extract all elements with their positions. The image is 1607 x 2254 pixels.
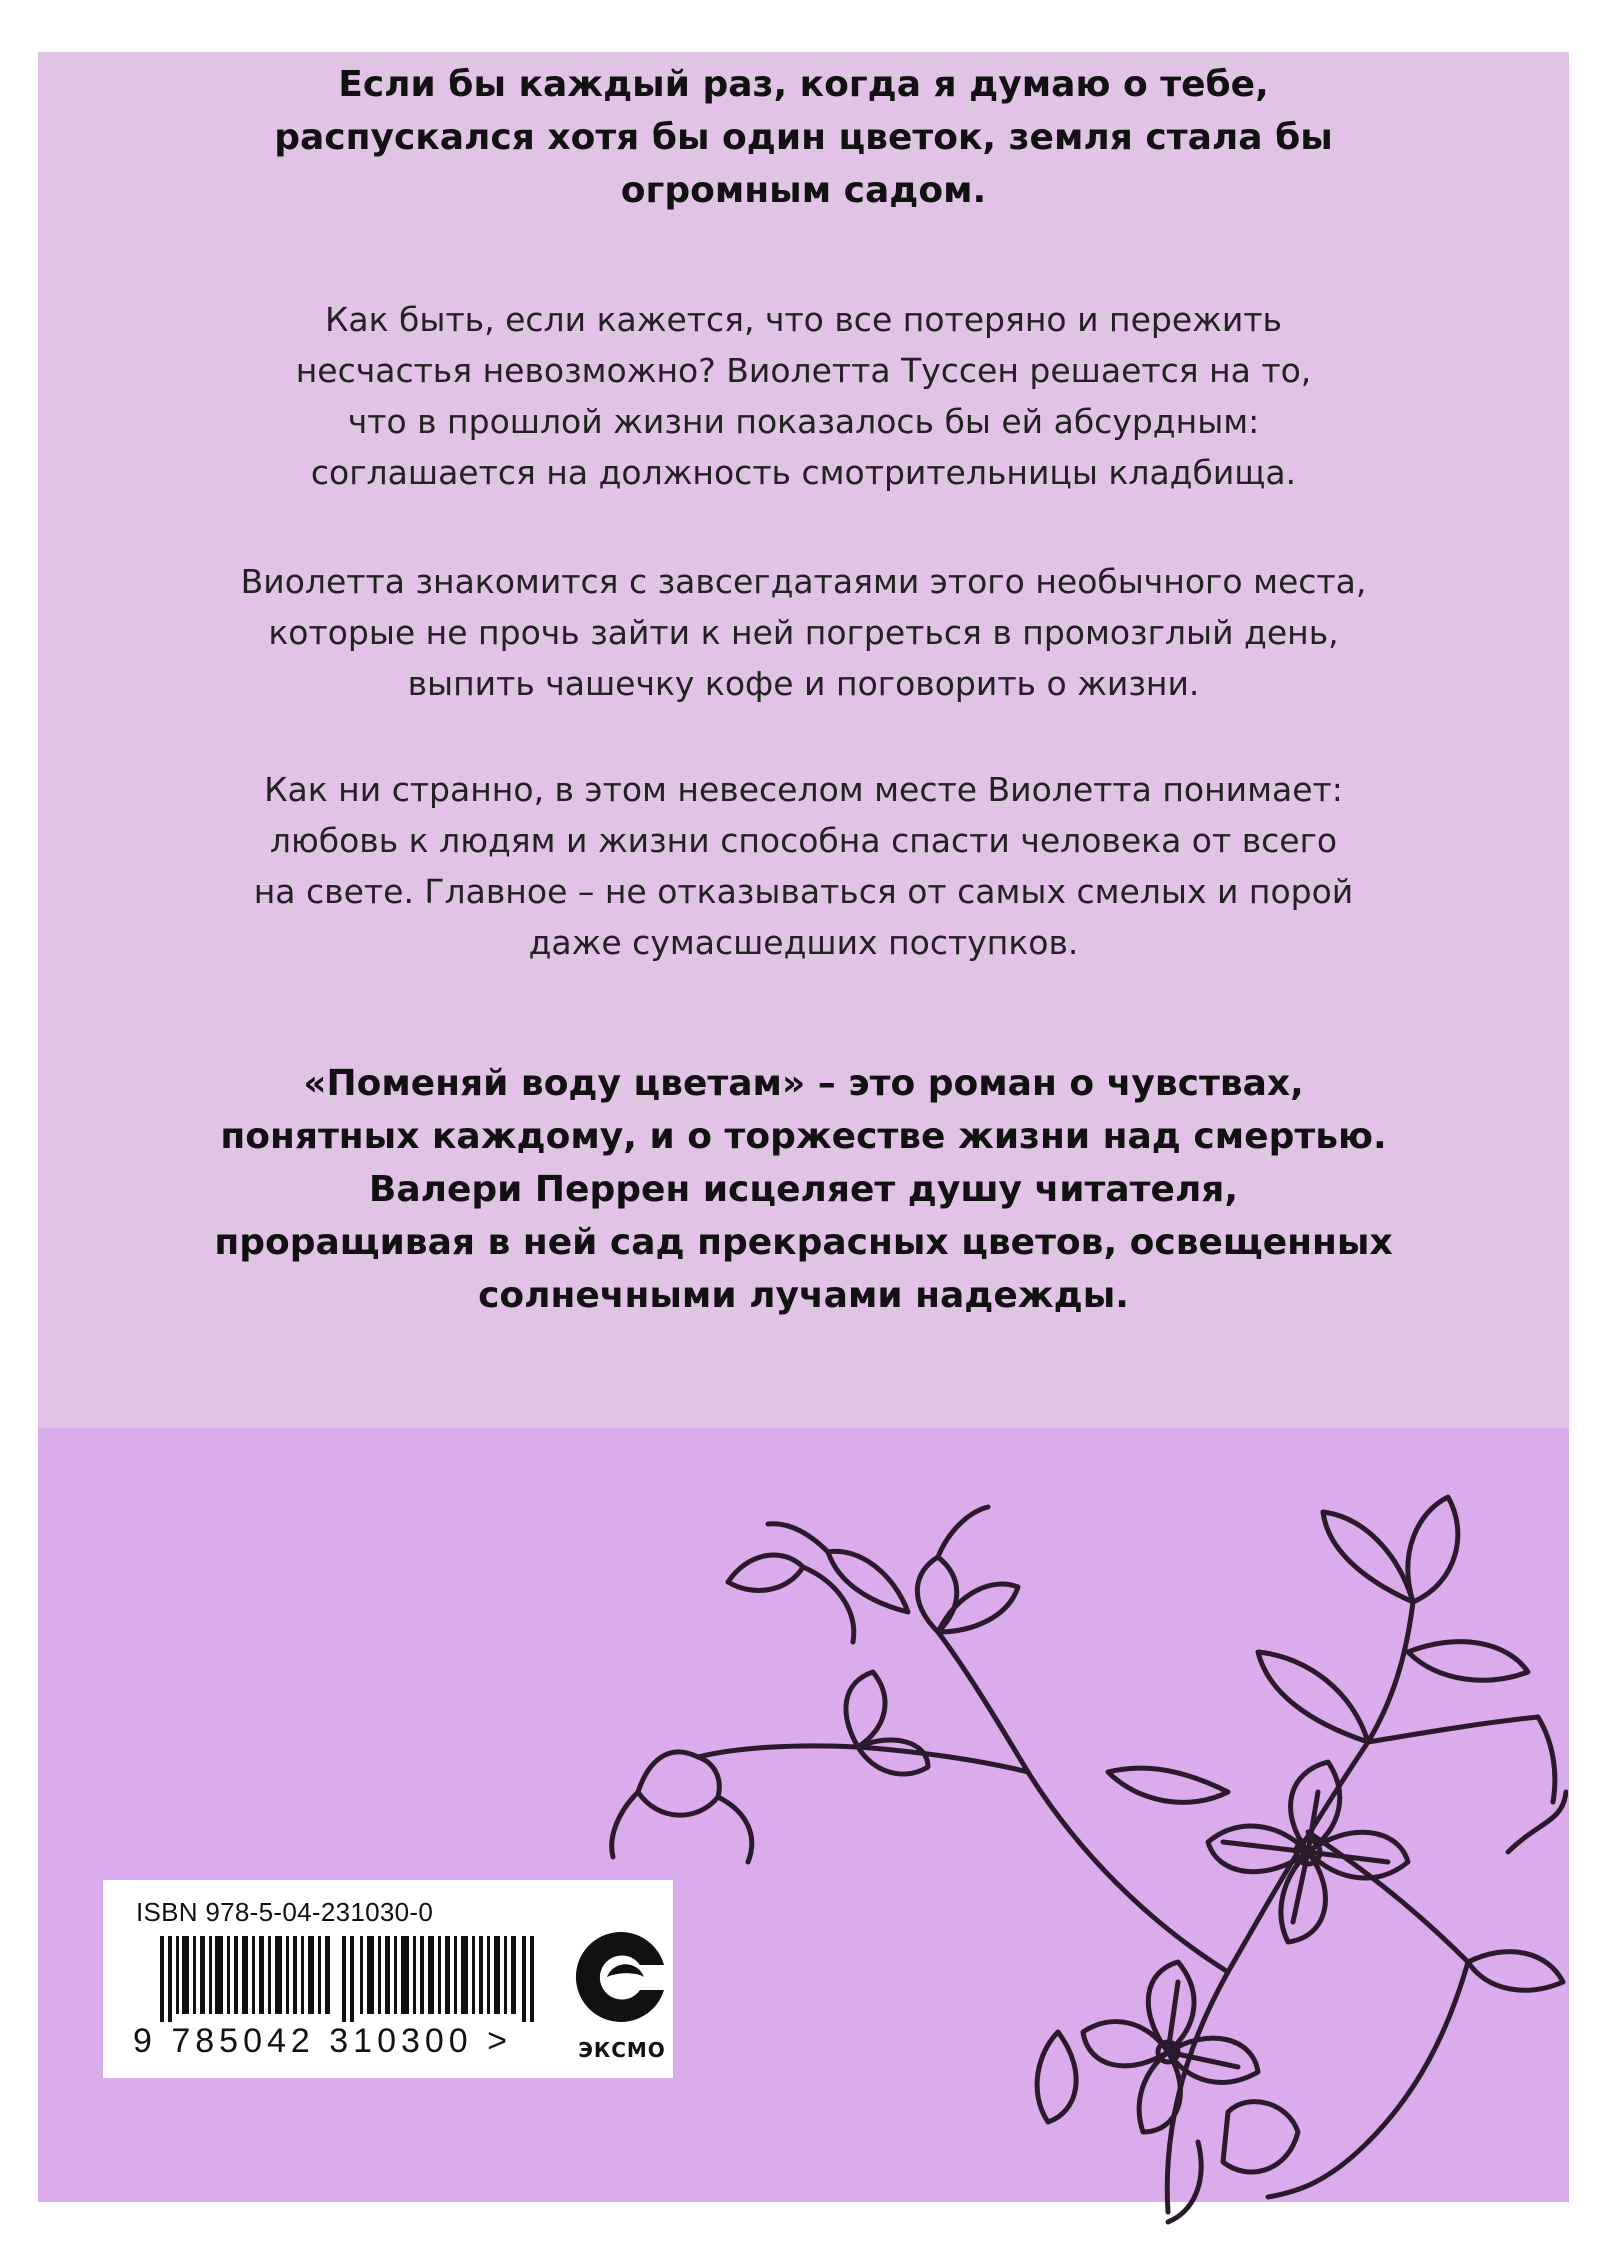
- description-paragraph-2-block: [38, 556, 1569, 709]
- barcode-digits: 9 785042 310300 >: [133, 2022, 513, 2060]
- description-paragraph-3-block: [38, 764, 1569, 968]
- closing-blurb-block: [38, 1057, 1569, 1322]
- closing-blurb: «Поменяй воду цветам» – это роман о чувствах, понятных каждому, и о торжестве жизни над смертью. Валери Перрен исцеляет душу читателя, проращивая в ней сад прекрасных цветов, освещенных солнечными лучами надежды.: [214, 1063, 1393, 1316]
- description-paragraph: Как ни странно, в этом невеселом месте Виолетта понимает: любовь к людям и жизни способна спасти человека от всего на свете. Главное – не отказываться от самых смелых и порой даже сумасшедших поступков.: [253, 770, 1354, 962]
- description-paragraph: Как быть, если кажется, что все потеряно и пережить несчастья невозможно? Виолетта Туссен решается на то, что в прошлой жизни показалось бы ей абсурдным: соглашается на должность смотрительницы кладбища.: [295, 300, 1312, 492]
- eksmo-logo-icon: [552, 1920, 692, 2035]
- lead-quote: Если бы каждый раз, когда я думаю о тебе, распускался хотя бы один цветок, земля стала бы огромным садом.: [274, 64, 1333, 211]
- flower-branch-illustration: [608, 1492, 1568, 2252]
- lead-quote-block: [38, 58, 1569, 217]
- publisher-name: ЭКСМО: [578, 2038, 666, 2062]
- isbn-text: ISBN 978-5-04-231030-0: [136, 1897, 434, 1927]
- description-paragraph: Виолетта знакомится с завсегдатаями этого необычного места, которые не прочь зайти к ней погреться в промозглый день, выпить чашечку кофе и поговорить о жизни.: [240, 562, 1367, 703]
- barcode-icon: [160, 1936, 560, 2022]
- publisher-logo: [552, 1920, 692, 2070]
- text-panel: [38, 52, 1569, 1428]
- description-paragraph-1-block: [38, 294, 1569, 498]
- book-back-cover: [38, 52, 1569, 2202]
